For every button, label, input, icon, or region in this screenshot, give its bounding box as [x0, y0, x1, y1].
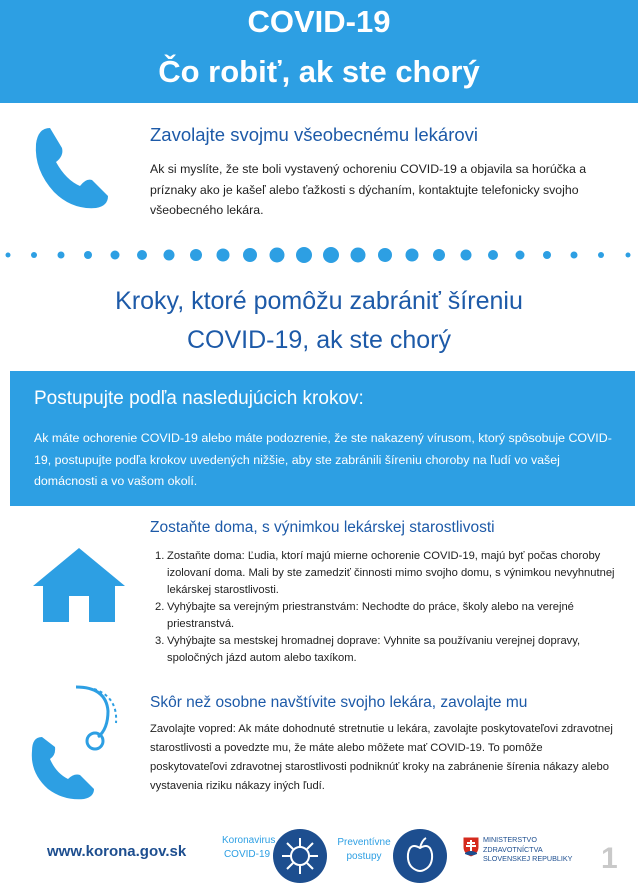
- page-title: COVID-19: [247, 4, 391, 39]
- call-doctor-title: Zavolajte svojmu všeobecnému lekárovi: [150, 124, 479, 145]
- apple-icon: [392, 828, 448, 884]
- logo-prevention-line-1: Preventívne: [337, 837, 391, 848]
- step-number: 3.: [155, 635, 165, 647]
- stay-home-title: Zostaňte doma, s výnimkou lekárskej starostlivosti: [150, 519, 495, 536]
- stethoscope-phone-icon: [28, 683, 124, 803]
- step-text: Zostaňte doma: Ľudia, ktorí majú mierne ochorenie COVID-19, majú byť počas choroby izolovaní doma. Mali by ste zamedziť činnosti mimo svojho domu, s výnimkou nevyhnutnej lekárskej starostlivosti.: [167, 550, 615, 596]
- list-item: [155, 633, 620, 667]
- virus-icon: [272, 828, 328, 884]
- page-number: 1: [601, 842, 618, 875]
- header-banner: [0, 0, 638, 103]
- call-ahead-text: Zavolajte vopred: Ak máte dohodnuté stretnutie u lekára, zavolajte poskytovateľovi zdravotnej starostlivosti a povedzte mu, že máte alebo môžete mať COVID-19. To pomôže poskytovateľovi zdravotnej starostlivosti podniknúť kroky na zabránenie šírenia nákazy alebo vystavenia riziku nákazy iných ľudí.: [150, 723, 613, 792]
- steps-intro-box: [10, 371, 635, 506]
- logo-covid-line-1: Koronavirus: [222, 835, 276, 846]
- steps-intro-title: Postupujte podľa nasledujúcich krokov:: [34, 388, 364, 409]
- page-subtitle: Čo robiť, ak ste chorý: [158, 54, 480, 89]
- website-link[interactable]: www.korona.gov.sk: [47, 843, 187, 860]
- headline-line-1: Kroky, ktoré pomôžu zabrániť šíreniu: [115, 287, 523, 315]
- stay-home-steps: [155, 548, 620, 667]
- ministry-line-2: ZDRAVOTNÍCTVA: [483, 844, 543, 854]
- step-number: 2.: [155, 601, 165, 613]
- call-ahead-title: Skôr než osobne navštívite svojho lekára, zavolajte mu: [150, 694, 528, 711]
- logo-prevention-text: [336, 836, 392, 864]
- house-icon: [33, 548, 125, 622]
- call-doctor-text: Ak si myslíte, že ste boli vystavený ochoreniu COVID-19 a objavila sa horúčka a príznaky ako je kašeľ alebo ťažkosti s dýchaním, kontaktujte telefonicky svojho všeobecného lekára.: [150, 162, 587, 217]
- logo-prevention-line-2: postupy: [346, 851, 382, 862]
- logo-covid-line-2: COVID-19: [223, 849, 271, 860]
- step-number: 1.: [155, 550, 165, 562]
- dotted-divider: [0, 244, 638, 266]
- main-headline: [0, 282, 638, 360]
- headline-line-2: COVID-19, ak ste chorý: [187, 326, 451, 354]
- list-item: [155, 548, 620, 599]
- ministry-line-1: MINISTERSTVO: [483, 835, 537, 844]
- ministry-name: [483, 835, 572, 864]
- phone-icon: [30, 122, 112, 214]
- step-text: Vyhýbajte sa mestskej hromadnej doprave: Vyhnite sa používaniu verejnej dopravy, spoločných jázd autom alebo taxíkom.: [167, 635, 581, 664]
- slovak-coat-of-arms-icon: [462, 836, 480, 858]
- list-item: [155, 599, 620, 633]
- step-text: Vyhýbajte sa verejným priestranstvám: Nechodte do práce, školy alebo na verejné priestranstvá.: [167, 601, 574, 630]
- logo-covid-text: [222, 834, 276, 862]
- steps-intro-text: Ak máte ochorenie COVID-19 alebo máte podozrenie, že ste nakazený vírusom, ktorý spôsobuje COVID-19, postupujte podľa krokov uvedených nižšie, aby ste zabránili šíreniu choroby na ľudí vo vašej domácnosti a vo vašom okolí.: [34, 431, 612, 488]
- ministry-line-3: SLOVENSKEJ REPUBLIKY: [483, 854, 573, 863]
